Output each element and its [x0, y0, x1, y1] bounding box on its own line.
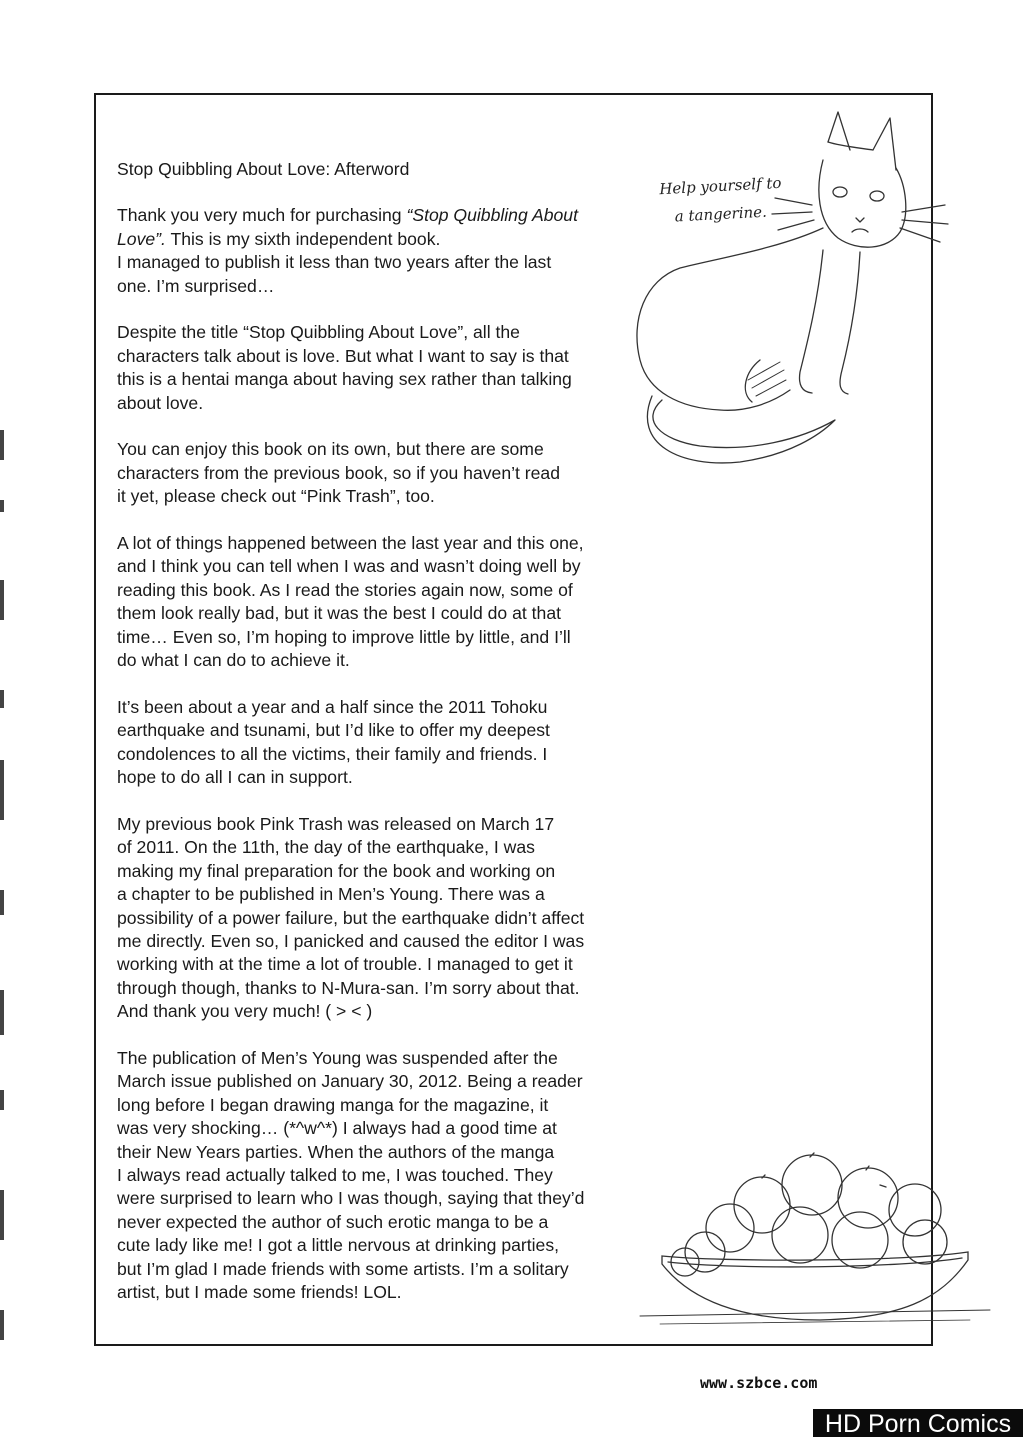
text-line: me directly. Even so, I panicked and caused the editor I was — [117, 930, 585, 951]
text-line: I always read actually talked to me, I was touched. They — [117, 1164, 553, 1185]
sketched-cat-icon — [637, 112, 948, 463]
text-line: characters from the previous book, so if you haven’t read — [117, 462, 561, 483]
text-line: The publication of Men’s Young was suspended after the — [117, 1047, 558, 1068]
text-line: a chapter to be published in Men’s Young. There was a — [117, 884, 545, 905]
page-title: Stop Quibbling About Love: Afterword — [117, 159, 410, 179]
text-line: through though, thanks to N-Mura-san. I’m sorry about that. — [117, 977, 580, 998]
text-line: long before I began drawing manga for the magazine, it — [117, 1094, 549, 1115]
cat-note-line-1: Help yourself to — [658, 173, 782, 199]
text-line: A lot of things happened between the last year and this one, — [117, 533, 584, 554]
text-segment: Love”. — [117, 228, 166, 249]
text-line: You can enjoy this book on its own, but there are some — [117, 439, 544, 460]
text-line: it yet, please check out “Pink Trash”, too. — [117, 486, 435, 507]
text-line: March issue published on January 30, 2012. Being a reader — [117, 1071, 583, 1092]
text-segment: This is my sixth independent book. — [165, 228, 441, 249]
text-line: My previous book Pink Trash was released on March 17 — [117, 813, 555, 834]
text-line: And thank you very much! ( > < ) — [117, 1001, 373, 1022]
text-line: characters talk about is love. But what I want to say is that — [117, 345, 569, 366]
text-line: making my final preparation for the book and working on — [117, 860, 556, 881]
text-line: reading this book. As I read the stories again now, some of — [117, 579, 573, 600]
text-segment: Thank you very much for purchasing — [117, 205, 407, 226]
text-line: earthquake and tsunami, but I’d like to offer my deepest — [117, 720, 550, 741]
text-line: possibility of a power failure, but the earthquake didn’t affect — [117, 907, 585, 928]
text-line: never expected the author of such erotic manga to be a — [117, 1211, 549, 1232]
text-segment: “Stop Quibbling About — [406, 205, 578, 226]
text-line: artist, but I made some friends! LOL. — [117, 1282, 402, 1302]
text-line: It’s been about a year and a half since the 2011 Tohoku — [117, 696, 548, 717]
text-line: working with at the time a lot of trouble. I managed to get it — [117, 954, 573, 975]
text-line: and I think you can tell when I was and wasn’t doing well by — [117, 556, 581, 577]
text-line: but I’m glad I made friends with some artists. I’m a solitary — [117, 1258, 569, 1279]
text-line: this is a hentai manga about having sex rather than talking — [117, 369, 572, 390]
watermark-text: www.szbce.com — [700, 1374, 818, 1392]
tangerine-bowl-icon — [640, 1153, 990, 1324]
text-line: do what I can do to achieve it. — [117, 650, 350, 671]
text-line: their New Years parties. When the authors of the manga — [117, 1141, 555, 1162]
text-line: of 2011. On the 11th, the day of the earthquake, I was — [117, 837, 535, 858]
cat-note-line-2: a tangerine. — [674, 202, 768, 226]
text-line: Despite the title “Stop Quibbling About Love”, all the — [117, 322, 520, 343]
text-line: hope to do all I can in support. — [117, 767, 353, 788]
text-line: condolences to all the victims, their family and friends. I — [117, 743, 548, 764]
text-line: one. I’m surprised… — [117, 275, 275, 296]
text-line: was very shocking… (*^w^*) I always had a good time at — [117, 1118, 557, 1139]
text-line: were surprised to learn who I was though, saying that they’d — [117, 1188, 585, 1209]
text-line: time… Even so, I’m hoping to improve little by little, and I’ll — [117, 626, 571, 647]
text-line: cute lady like me! I got a little nervous at drinking parties, — [117, 1235, 560, 1256]
text-line: I managed to publish it less than two years after the last — [117, 252, 552, 273]
text-line: about love. — [117, 392, 204, 413]
brand-badge[interactable]: HD Porn Comics — [812, 1408, 1024, 1438]
text-line: them look really bad, but it was the best I could do at that — [117, 603, 562, 624]
